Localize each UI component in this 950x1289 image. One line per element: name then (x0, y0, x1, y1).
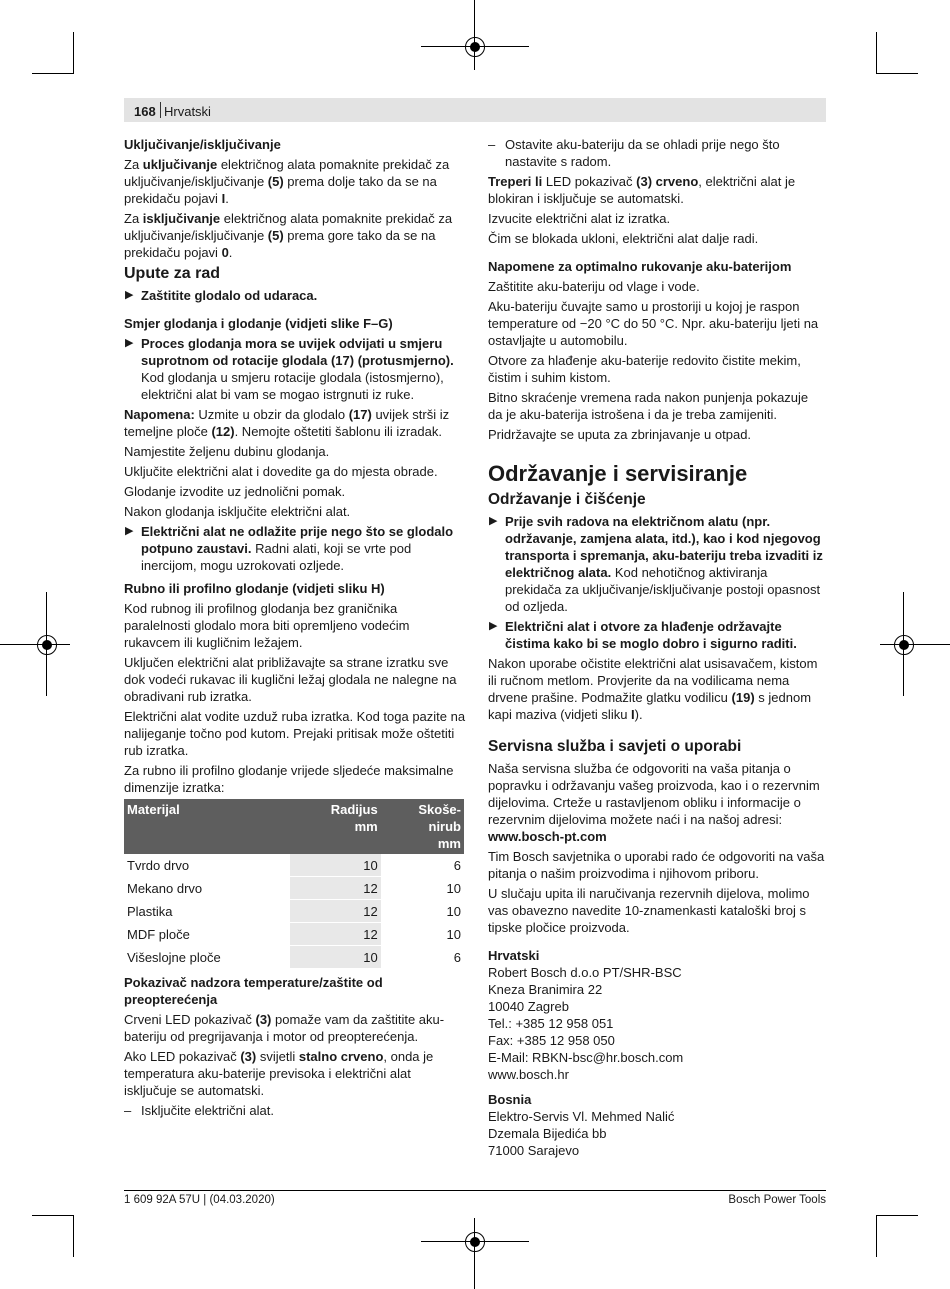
warning-item: ▶ Električni alat i otvore za hlađenje održavajte čistima kako bi se moglo dobro i sigurno raditi. (489, 619, 797, 651)
paragraph: Crveni LED pokazivač (3) pomaže vam da zaštitite aku-bateriju od pregrijavanja i motor od preopterećenja. (124, 1012, 445, 1044)
page-header (124, 98, 826, 122)
warning-item: ▶ Zaštitite glodalo od udaraca. (125, 288, 318, 303)
paragraph: Nakon uporabe očistite električni alat usisavačem, kistom ili ručnom metlom. Provjerite da na vodilicama nema drvene prašine. Podmažite glatku vodilicu (19) s jednom kapi maziva (vidjeti sliku I). (488, 656, 818, 722)
table-row: Mekano drvo 12 10 (124, 877, 464, 900)
registration-mark-icon (37, 635, 57, 655)
contact-website[interactable]: www.bosch.hr (488, 1067, 569, 1082)
table-header-row (124, 799, 464, 854)
column-header: Skoše- nirub mm (381, 799, 464, 854)
paragraph: Otvore za hlađenje aku-baterije redovito čistite mekim, čistim i suhim kistom. (488, 353, 801, 385)
registration-mark-icon (465, 1232, 485, 1252)
crop-mark (880, 644, 950, 645)
crop-mark (876, 1215, 877, 1257)
contact-email[interactable]: E-Mail: RBKN-bsc@hr.bosch.com (488, 1050, 684, 1065)
paragraph: Namjestite željenu dubinu glodanja. (124, 444, 330, 459)
footer-divider (124, 1190, 826, 1191)
footer-brand: Bosch Power Tools (728, 1194, 826, 1206)
paragraph: Nakon glodanja isključite električni alat. (124, 504, 351, 519)
paragraph: Naša servisna služba će odgovoriti na vaša pitanja o popravku i održavanju vašeg proizvoda, kao i o rezervnim dijelovima. Crteže u rastavljenom obliku i informacije o rezervnim dijelovima možete naći i na našoj adresi: (488, 761, 820, 827)
contact-title: Bosnia (488, 1092, 532, 1107)
right-column (488, 136, 826, 1159)
paragraph: Ako LED pokazivač (3) svijetli stalno crveno, onda je temperatura aku-baterije previsoka i električni alat isključuje se automatski. (124, 1049, 434, 1098)
warning-item: ▶ Proces glodanja mora se uvijek odvijati u smjeru suprotnom od rotacije glodala (17) (protusmjerno). Kod glodanja u smjeru rotacije glodala (istosmjerno), električni alat bi vam se mogao istrgnuti iz ruke. (125, 336, 454, 402)
triangle-bullet-icon: ▶ (125, 289, 134, 301)
dash-item: – Isključite električni alat. (124, 1103, 274, 1118)
crop-mark (73, 32, 74, 74)
crop-mark (73, 1215, 74, 1257)
paragraph: Treperi li LED pokazivač (3) crveno, električni alat je blokiran i isključuje se automatski. (488, 174, 796, 206)
paragraph: Kod rubnog ili profilnog glodanja bez graničnika paralelnosti glodalo mora biti opremljeno vodećim rukavcem ili kugličnim ležajem. (124, 601, 410, 650)
paragraph: Tim Bosch savjetnika o uporabi rado će odgovoriti na vaša pitanja o našim proizvodima i njihovom priboru. (488, 849, 825, 881)
crop-mark (32, 1215, 74, 1216)
paragraph: Bitno skraćenje vremena rada nakon punjenja pokazuje da je aku-baterija istrošena i da je treba zamijeniti. (488, 390, 809, 422)
paragraph: Glodanje izvodite uz jednolični pomak. (124, 484, 346, 499)
section-heading: Upute za rad (124, 265, 221, 282)
triangle-bullet-icon: ▶ (125, 337, 134, 349)
header-divider (160, 102, 161, 118)
warning-item: ▶ Električni alat ne odlažite prije nego što se glodalo potpuno zaustavi. Radni alati, koji se vrte pod inercijom, mogu uzrokovati ozljede. (125, 524, 454, 573)
page-number: 168 (134, 104, 156, 119)
paragraph: Pridržavajte se uputa za zbrinjavanje u otpad. (488, 427, 752, 442)
header-language: Hrvatski (164, 104, 211, 119)
crop-mark (32, 73, 74, 74)
footer-doc-id: 1 609 92A 57U | (04.03.2020) (124, 1194, 275, 1206)
registration-mark-icon (465, 37, 485, 57)
triangle-bullet-icon: ▶ (489, 515, 498, 527)
crop-mark (876, 32, 877, 74)
crop-mark (474, 1218, 475, 1289)
note: Napomena: Uzmite u obzir da glodalo (17) uvijek strši iz temeljne ploče (12). Nemojte oštetiti šablonu ili izradak. (124, 407, 450, 439)
triangle-bullet-icon: ▶ (125, 525, 134, 537)
paragraph: Uključite električni alat i dovedite ga do mjesta obrade. (124, 464, 438, 479)
section-title: Rubno ili profilno glodanje (vidjeti sliku H) (124, 581, 385, 596)
column-header: Materijal (124, 799, 290, 854)
paragraph: Električni alat vodite uzduž ruba izratka. Kod toga pazite na nalijeganje točno pod kutom. Prejaki pritisak može oštetiti rub izratka. (124, 709, 466, 758)
section-title: Smjer glodanja i glodanje (vidjeti slike F–G) (124, 316, 393, 331)
triangle-bullet-icon: ▶ (489, 620, 498, 632)
paragraph: U slučaju upita ili naručivanja rezervnih dijelova, molimo vas obavezno navedite 10-znamenkasti kataloški broj s tipske pločice proizvoda. (488, 886, 810, 935)
dimensions-table (124, 799, 464, 969)
warning-item: ▶ Prije svih radova na električnom alatu (npr. održavanje, zamjena alata, itd.), kao i kod njegovog transporta i spremanja, aku-bateriju treba izvaditi iz električnog alata. Kod nehotičnog aktiviranja prekidača za uključivanje/isključivanje postoji opasnost od ozljeda. (489, 514, 823, 614)
paragraph: Za uključivanje električnog alata pomaknite prekidač za uključivanje/isključivanje (5) prema dolje tako da se na prekidaču pojavi I. (124, 157, 450, 206)
section-heading: Servisna služba i savjeti o uporabi (488, 738, 742, 755)
table-row: Tvrdo drvo 10 6 (124, 854, 464, 877)
paragraph: Izvucite električni alat iz izratka. (488, 211, 671, 226)
section-title: Uključivanje/isključivanje (124, 137, 281, 152)
chapter-heading: Održavanje i servisiranje (488, 461, 748, 486)
crop-mark (474, 0, 475, 70)
contact-address: Elektro-Servis Vl. Mehmed Nalić Dzemala Bijedića bb 71000 Sarajevo (488, 1109, 675, 1158)
left-column (124, 136, 466, 1122)
section-title: Napomene za optimalno rukovanje aku-baterijom (488, 259, 792, 274)
paragraph: Zaštitite aku-bateriju od vlage i vode. (488, 279, 700, 294)
paragraph: Za rubno ili profilno glodanje vrijede sljedeće maksimalne dimenzije izratka: (124, 763, 454, 795)
paragraph: Uključen električni alat približavajte sa strane izratku sve dok vodeći rukavac ili kuglični ležaj glodala ne nalegne na obradivani rub izratka. (124, 655, 457, 704)
paragraph: Aku-bateriju čuvajte samo u prostoriji u kojoj je raspon temperature od −20 °C do 50 °C. Npr. aku-bateriju ljeti na ostavljajte u automobilu. (488, 299, 819, 348)
registration-mark-icon (894, 635, 914, 655)
column-header: Radijus mm (290, 799, 381, 854)
contact-address: Robert Bosch d.o.o PT/SHR-BSC Kneza Branimira 22 10040 Zagreb Tel.: +385 12 958 051 Fax: +385 12 958 050 E-Mail: RBKN-bsc@hr.bosch.com www.bosch.hr (488, 964, 826, 1083)
service-url[interactable]: www.bosch-pt.com (488, 829, 607, 844)
crop-mark (0, 644, 70, 645)
dash-item: – Ostavite aku-bateriju da se ohladi prije nego što nastavite s radom. (488, 137, 780, 169)
paragraph: Za isključivanje električnog alata pomaknite prekidač za uključivanje/isključivanje (5) prema gore tako da se na prekidaču pojavi 0. (124, 211, 453, 260)
table-row: Višeslojne ploče 10 6 (124, 946, 464, 969)
crop-mark (876, 1215, 918, 1216)
section-heading: Održavanje i čišćenje (488, 491, 646, 508)
contact-title: Hrvatski (488, 948, 540, 963)
crop-mark (876, 73, 918, 74)
table-row: MDF ploče 12 10 (124, 923, 464, 946)
section-title: Pokazivač nadzora temperature/zaštite od preopterećenja (124, 975, 383, 1007)
paragraph: Čim se blokada ukloni, električni alat dalje radi. (488, 231, 759, 246)
table-row: Plastika 12 10 (124, 900, 464, 923)
